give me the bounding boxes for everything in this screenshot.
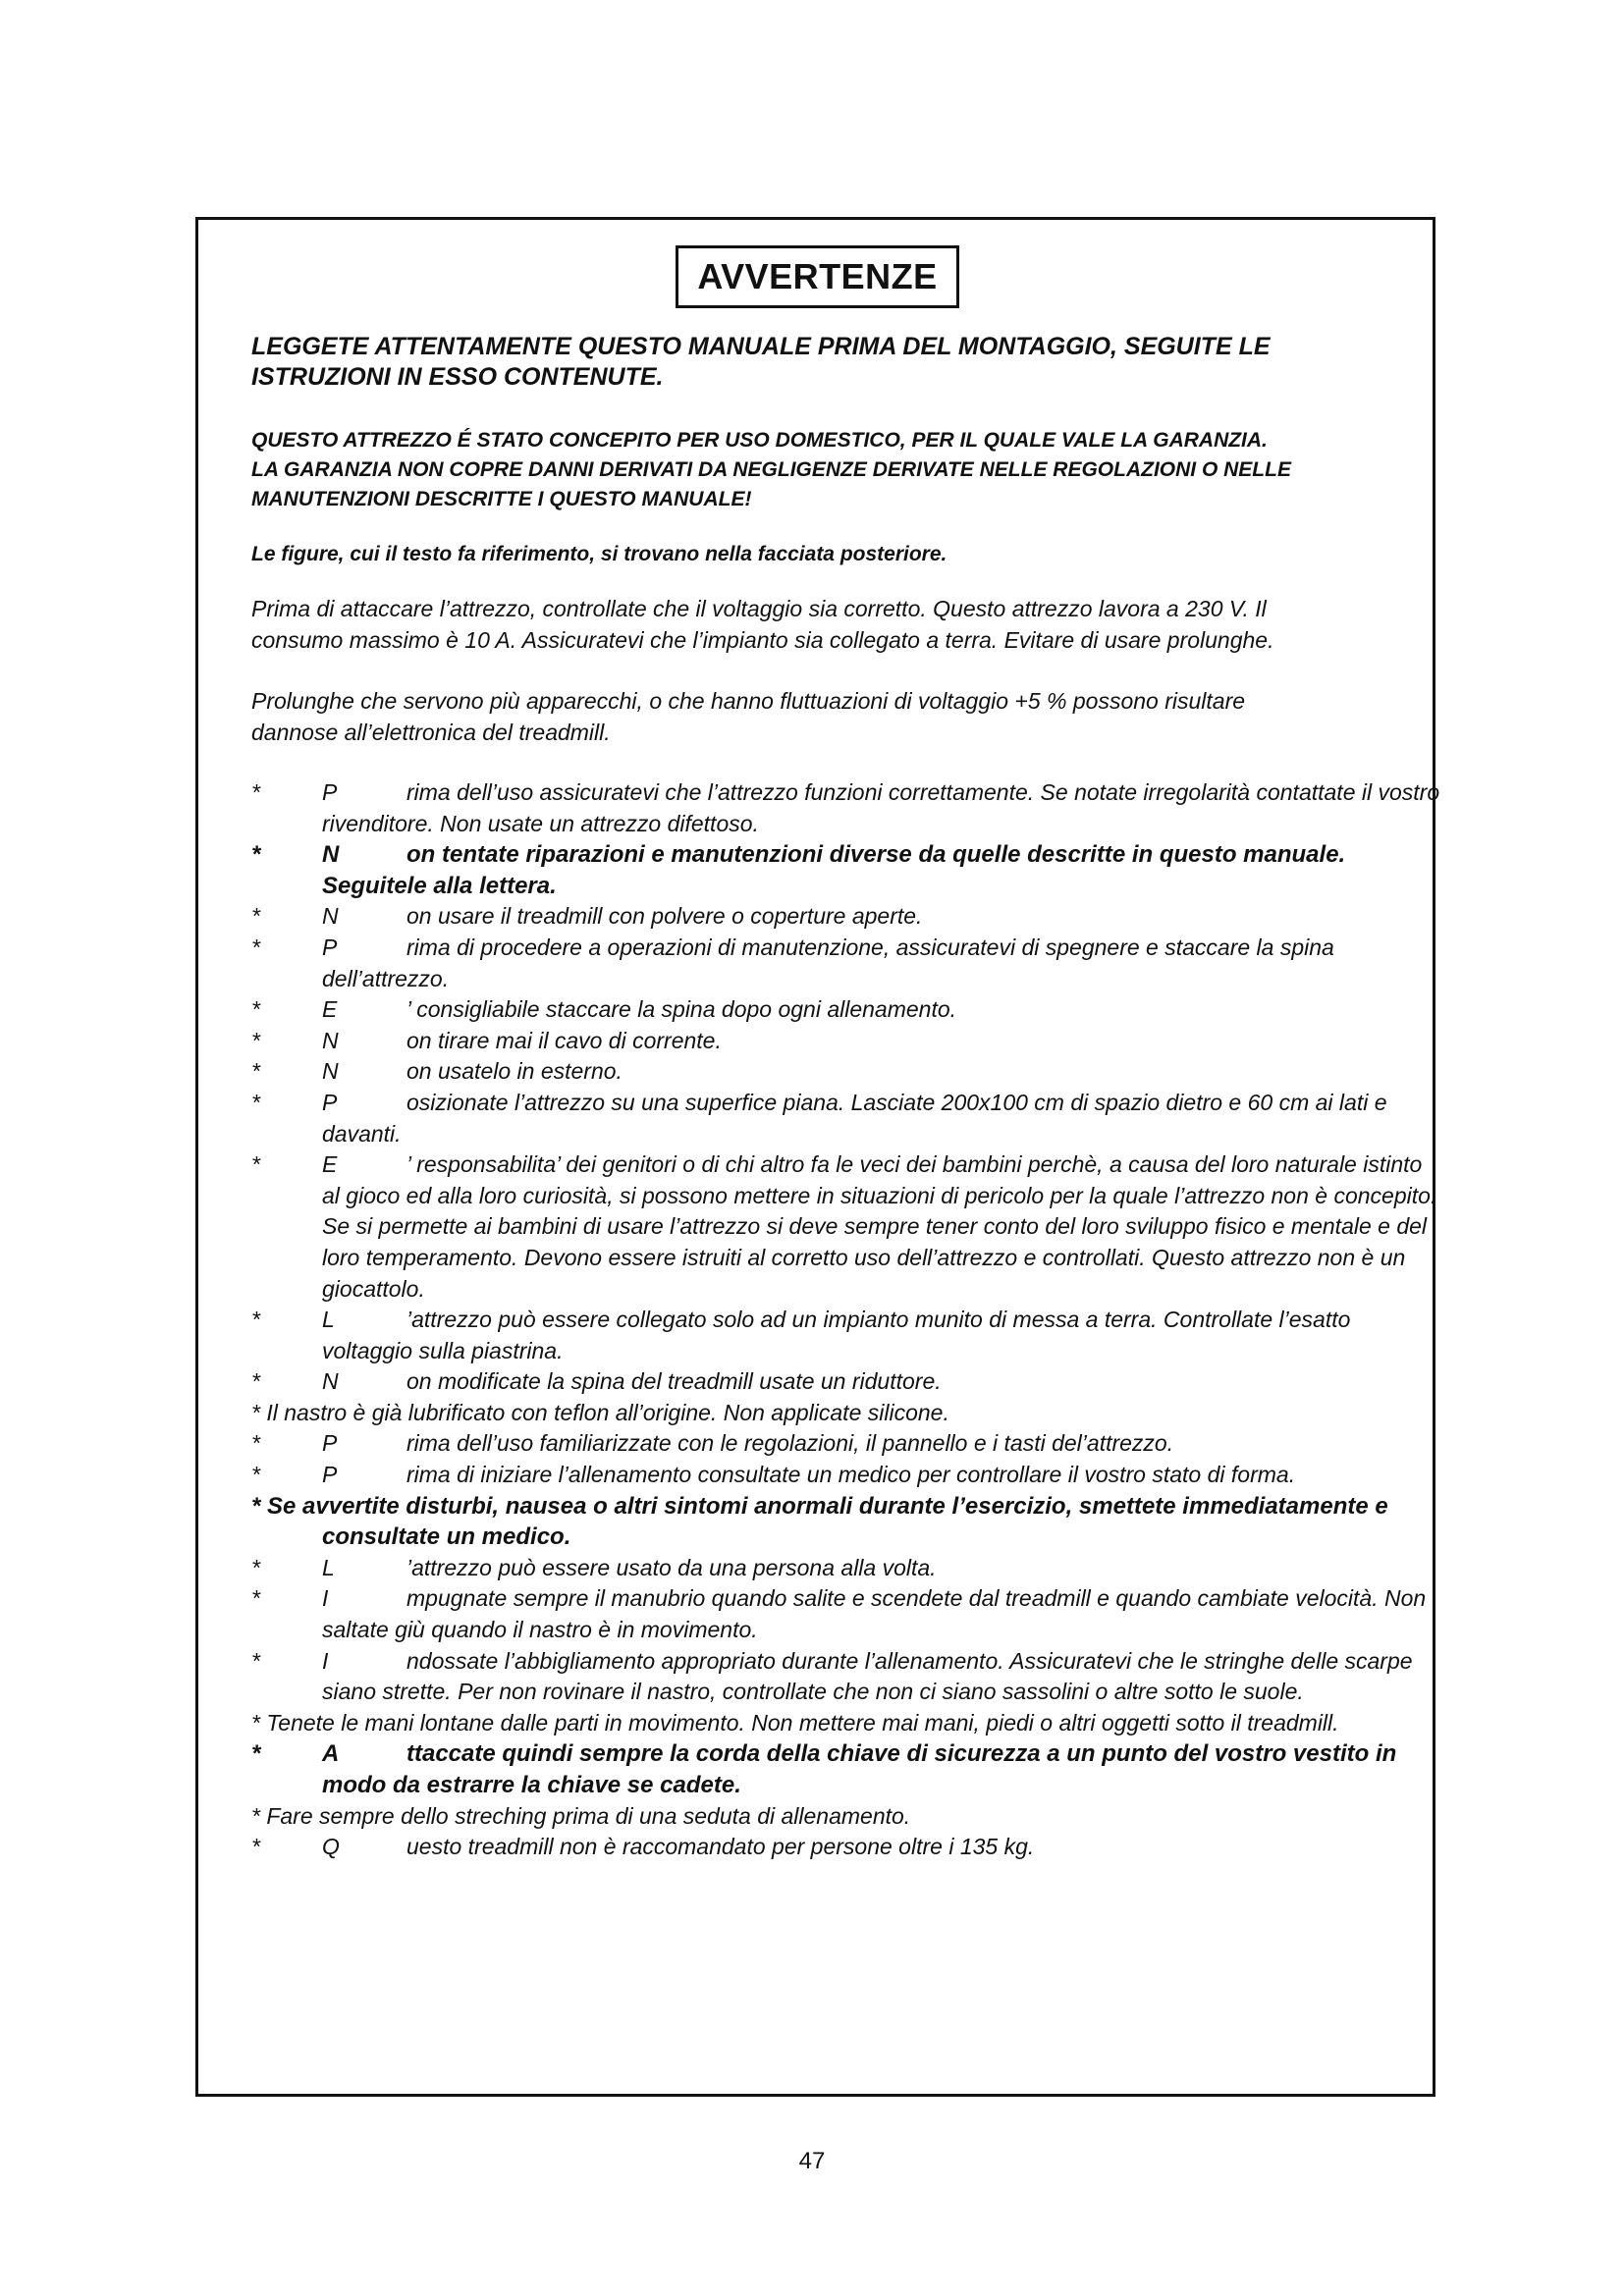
list-item: * P rima di procedere a operazioni di manutenzione, assicuratevi di spegnere e staccare la spina dell’attrezzo. <box>251 934 1334 991</box>
list-item: * N on usare il treadmill con polvere o coperture aperte. <box>251 903 923 930</box>
list-item: * Q uesto treadmill non è raccomandato per persone oltre i 135 kg. <box>251 1834 1035 1860</box>
list-item: * P rima di iniziare l’allenamento consultate un medico per controllare il vostro stato di forma. <box>251 1462 1296 1488</box>
page-title: AVVERTENZE <box>697 256 938 296</box>
voltage-paragraph: Prima di attaccare l’attrezzo, controllate che il voltaggio sia corretto. Questo attrezzo lavora a 230 V. Il consumo massimo è 10 A. Assicuratevi che l’impianto sia collegato a terra. Evitare di usare prolunghe. <box>251 596 1274 653</box>
list-item: * P osizionate l’attrezzo su una superfice piana. Lasciate 200x100 cm di spazio dietro e 60 cm ai lati e davanti. <box>251 1089 1387 1147</box>
content <box>251 332 1440 1863</box>
list-item: * L ’attrezzo può essere usato da una persona alla volta. <box>251 1554 937 1580</box>
figures-note: Le figure, cui il testo fa riferimento, si trovano nella facciata posteriore. <box>251 543 947 565</box>
list-item: * E ’ responsabilita’ dei genitori o di chi altro fa le veci dei bambini perchè, a causa del loro naturale istinto al gioco ed alla loro curiosità, si possono mettere in situazioni di pericolo per la quale l’attrezzo non è concepito. Se si permette ai bambini di usare l’attrezzo si deve sempre tener conto del loro sviluppo fisico e mentale e del loro temperamento. Devono essere istruiti al corretto uso dell’attrezzo e controllati. Questo attrezzo non è un giocattolo. <box>251 1151 1437 1302</box>
list-item: * I ndossate l’abbigliamento appropriato durante l’allenamento. Assicuratevi che le stringhe delle scarpe siano strette. Per non rovinare il nastro, controllate che non ci siano sassolini o altre sotto le suole. <box>251 1647 1413 1705</box>
list-item: * A ttaccate quindi sempre la corda della chiave di sicurezza a un punto del vostro vestito in modo da estrarre la chiave se cadete. <box>251 1740 1397 1798</box>
list-item: * L ’attrezzo può essere collegato solo ad un impianto munito di messa a terra. Controllate l’esatto voltaggio sulla piastrina. <box>251 1307 1351 1363</box>
list-item: * N on tentate riparazioni e manutenzioni diverse da quelle descritte in questo manuale. Seguitele alla lettera. <box>251 841 1346 899</box>
list-item: * P rima dell’uso assicuratevi che l’attrezzo funzioni correttamente. Se notate irregolarità contattate il vostro rivenditore. Non usate un attrezzo difettoso. <box>251 779 1440 836</box>
list-item: * Il nastro è già lubrificato con teflon all’origine. Non applicate silicone. <box>251 1399 949 1425</box>
list-item: * Fare sempre dello streching prima di una seduta di allenamento. <box>251 1802 911 1829</box>
lead-instruction: LEGGETE ATTENTAMENTE QUESTO MANUALE PRIMA DEL MONTAGGIO, SEGUITE LE ISTRUZIONI IN ESSO CONTENUTE. <box>251 333 1271 391</box>
extension-paragraph: Prolunghe che servono più apparecchi, o che hanno fluttuazioni di voltaggio +5 % possono risultare dannose all’elettronica del treadmill. <box>251 688 1246 745</box>
list-item: * N on tirare mai il cavo di corrente. <box>251 1027 722 1053</box>
title-box <box>676 245 959 308</box>
page-number: 47 <box>798 2148 826 2174</box>
list-item: * Tenete le mani lontane dalle parti in movimento. Non mettere mai mani, piedi o altri oggetti sotto il treadmill. <box>251 1709 1339 1735</box>
list-item: * N on usatelo in esterno. <box>251 1058 623 1085</box>
list-item: * N on modificate la spina del treadmill usate un riduttore. <box>251 1368 942 1395</box>
list-item: * I mpugnate sempre il manubrio quando salite e scendete dal treadmill e quando cambiate velocità. Non saltate giù quando il nastro è in movimento. <box>251 1585 1427 1643</box>
list-item: * Se avvertite disturbi, nausea o altri sintomi anormali durante l’esercizio, smettete immediatamente e consultate un medico. <box>251 1492 1388 1551</box>
list-item: * E ’ consigliabile staccare la spina dopo ogni allenamento. <box>251 996 957 1023</box>
list-item: * P rima dell’uso familiarizzate con le regolazioni, il pannello e i tasti del’attrezzo. <box>251 1430 1174 1457</box>
warnings-list <box>251 777 1441 1863</box>
warranty-notice: QUESTO ATTREZZO É STATO CONCEPITO PER USO DOMESTICO, PER IL QUALE VALE LA GARANZIA. LA GARANZIA NON COPRE DANNI DERIVATI DA NEGLIGENZE DERIVATE NELLE REGOLAZIONI O NELLE MANUTENZIONI DESCRITTE I QUESTO MANUALE! <box>251 429 1291 510</box>
